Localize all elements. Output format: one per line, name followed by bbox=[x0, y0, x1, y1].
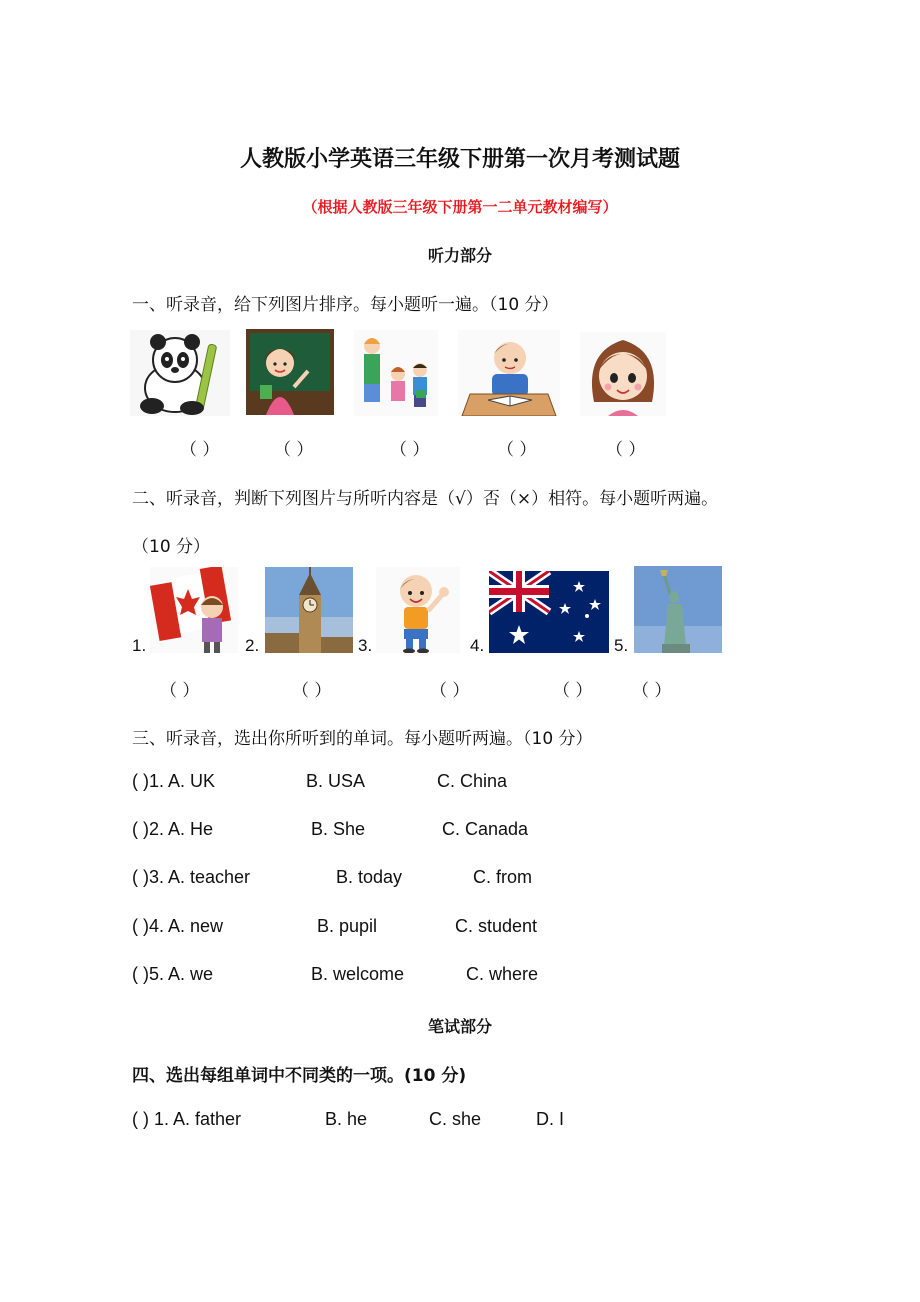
answer-blank[interactable]: （ ） bbox=[160, 681, 200, 701]
answer-blank[interactable]: （ ） bbox=[497, 440, 537, 460]
option-c[interactable]: C. from bbox=[473, 867, 533, 887]
question-prefix: ( )2. A. He bbox=[132, 819, 214, 839]
item-number: 1. bbox=[132, 636, 147, 655]
listening-heading: 听力部分 bbox=[427, 246, 492, 265]
section2-heading-score: （10 分） bbox=[132, 537, 211, 557]
item-number: 4. bbox=[470, 636, 485, 655]
boy-reading-icon bbox=[458, 330, 560, 416]
option-c[interactable]: C. where bbox=[466, 964, 539, 984]
girl-face-icon bbox=[580, 332, 666, 416]
page-title: 人教版小学英语三年级下册第一次月考测试题 bbox=[239, 147, 680, 172]
answer-blank[interactable]: （ ） bbox=[292, 681, 332, 701]
question-prefix: ( )1. A. UK bbox=[132, 771, 216, 791]
item-number: 3. bbox=[358, 636, 373, 655]
family-icon bbox=[354, 330, 438, 416]
australia-flag-icon bbox=[489, 571, 609, 653]
section3-heading: 三、听录音，选出你所听到的单词。每小题听两遍。（10 分） bbox=[132, 729, 593, 749]
statue-of-liberty-icon bbox=[634, 566, 722, 653]
answer-blank[interactable]: （ ） bbox=[553, 681, 593, 701]
panda-icon bbox=[130, 330, 230, 416]
answer-blank[interactable]: （ ） bbox=[606, 440, 646, 460]
waving-boy-icon bbox=[376, 567, 460, 653]
answer-blank[interactable]: （ ） bbox=[632, 681, 672, 701]
option-c[interactable]: C. she bbox=[429, 1109, 482, 1129]
question-prefix: ( ) 1. A. father bbox=[132, 1109, 242, 1129]
option-b[interactable]: B. pupil bbox=[317, 916, 378, 936]
canada-flag-girl-icon bbox=[150, 567, 238, 653]
answer-blank[interactable]: （ ） bbox=[430, 681, 470, 701]
option-c[interactable]: C. Canada bbox=[442, 819, 529, 839]
option-b[interactable]: B. welcome bbox=[311, 964, 405, 984]
item-number: 2. bbox=[245, 636, 260, 655]
big-ben-icon bbox=[265, 567, 353, 653]
section1-heading: 一、听录音，给下列图片排序。每小题听一遍。（10 分） bbox=[132, 295, 559, 315]
item-number: 5. bbox=[614, 636, 629, 655]
section2-heading: 二、听录音，判断下列图片与所听内容是（√）否（×）相符。每小题听两遍。 bbox=[132, 489, 719, 509]
answer-blank[interactable]: （ ） bbox=[390, 440, 430, 460]
option-b[interactable]: B. She bbox=[311, 819, 366, 839]
writing-heading: 笔试部分 bbox=[427, 1017, 492, 1036]
answer-blank[interactable]: （ ） bbox=[180, 440, 220, 460]
option-d[interactable]: D. I bbox=[536, 1109, 565, 1129]
option-b[interactable]: B. he bbox=[325, 1109, 368, 1129]
option-c[interactable]: C. student bbox=[455, 916, 538, 936]
page-subtitle: （根据人教版三年级下册第一二单元教材编写） bbox=[302, 198, 618, 216]
question-prefix: ( )5. A. we bbox=[132, 964, 214, 984]
question-prefix: ( )4. A. new bbox=[132, 916, 224, 936]
option-b[interactable]: B. USA bbox=[306, 771, 366, 791]
section4-heading: 四、选出每组单词中不同类的一项。(10 分) bbox=[132, 1066, 467, 1086]
teacher-icon bbox=[246, 329, 334, 415]
option-c[interactable]: C. China bbox=[437, 771, 508, 791]
answer-blank[interactable]: （ ） bbox=[274, 440, 314, 460]
question-prefix: ( )3. A. teacher bbox=[132, 867, 251, 887]
option-b[interactable]: B. today bbox=[336, 867, 403, 887]
